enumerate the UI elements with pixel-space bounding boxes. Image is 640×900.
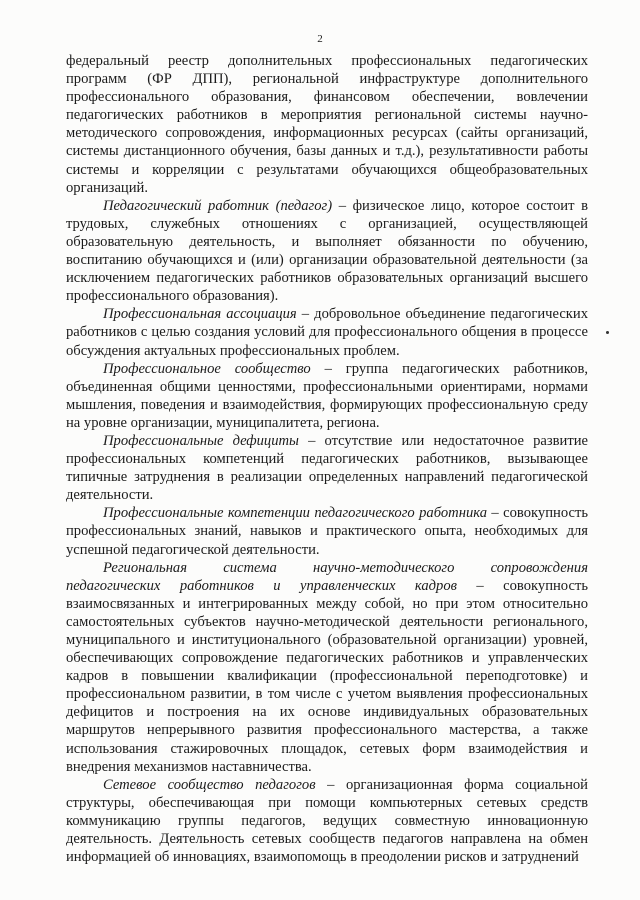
definition-text: – совокупность взаимосвязанных и интегрированных между собой, но при этом относительно самостоятельных субъектов научно-методической деятельности регионального, муниципального и институционального (образовательной организации) уровней, обеспечивающих сопровождение педагогических работников и управленческих кадров в повышении квалификации (профессиональной переподготовке) и профессиональном развитии, в том числе с учетом выявления профессиональных дефицитов и построения на их основе индивидуальных образовательных маршрутов непрерывного развития профессионального мастерства, а также использования стажировочных площадок, сетевых форм взаимодействия и внедрения механизмов наставничества.: [66, 577, 588, 775]
definition-text: – организационная форма социальной структуры, обеспечивающая при помощи компьютерных сетевых средств коммуникацию группы педагогов, ведущих совместную инновационную деятельность. Деятельность сетевых сообществ педагогов направлена на обмен информацией об инновациях, взаимопомощь в преодолении рисков и затруднений: [66, 776, 588, 866]
definition-paragraph: [66, 305, 588, 359]
definition-text: – добровольное объединение педагогических работников с целью создания условий для профессионального общения в процессе обсуждения актуальных профессиональных проблем.: [66, 306, 588, 359]
definition-term: Профессиональная ассоциация: [103, 306, 297, 323]
intro-paragraph: федеральный реестр дополнительных профессиональных педагогических программ (ФР ДПП), региональной инфраструктуре дополнительного профессионального образования, финансовом обеспечении, вовлечении педагогических работников в мероприятия региональной системы научно-методического сопровождения, информационных ресурсах (сайты организаций, системы дистанционного обучения, базы данных и т.д.), результативности работы системы и корреляции с результатами обучающихся общеобразовательных организаций.: [66, 53, 588, 196]
definition-paragraph: [66, 559, 588, 776]
document-body: [66, 52, 588, 866]
definition-text: – отсутствие или недостаточное развитие профессиональных компетенций педагогических работников, вызывающее типичные затруднения в реализации определенных направлений педагогической деятельности.: [66, 432, 589, 504]
definition-text: – совокупность профессиональных знаний, навыков и практического опыта, необходимых для успешной педагогической деятельности.: [66, 505, 588, 558]
definition-term: Профессиональное сообщество: [103, 360, 311, 377]
definition-term: Региональная система научно-методического сопровождения педагогических работников и управленческих кадров: [66, 559, 588, 594]
definition-paragraph: [66, 197, 588, 306]
scan-speck: [606, 331, 609, 334]
definition-paragraph: [66, 776, 588, 866]
definition-text: – группа педагогических работников, объединенная общими ценностями, профессиональными ориентирами, нормами мышления, поведения и взаимодействия, формирующих профессиональную среду на уровне организации, муниципалитета, региона.: [66, 360, 588, 431]
definition-term: Педагогический работник (педагог): [103, 197, 333, 214]
definition-paragraph: [66, 360, 588, 432]
definition-term: Профессиональные компетенции педагогического работника: [103, 505, 488, 522]
page-number: 2: [317, 33, 323, 45]
definition-term: Сетевое сообщество педагогов: [103, 776, 316, 793]
definition-paragraph: [66, 432, 588, 504]
definition-term: Профессиональные дефициты: [103, 432, 299, 449]
definition-paragraph: [66, 504, 588, 558]
definition-text: – физическое лицо, которое состоит в трудовых, служебных отношениях с организацией, осуществляющей образовательную деятельность, и выполняет обязанности по обучению, воспитанию обучающихся и (или) организации образовательной деятельности (за исключением педагогических работников образовательных организаций высшего профессионального образования).: [66, 197, 588, 305]
